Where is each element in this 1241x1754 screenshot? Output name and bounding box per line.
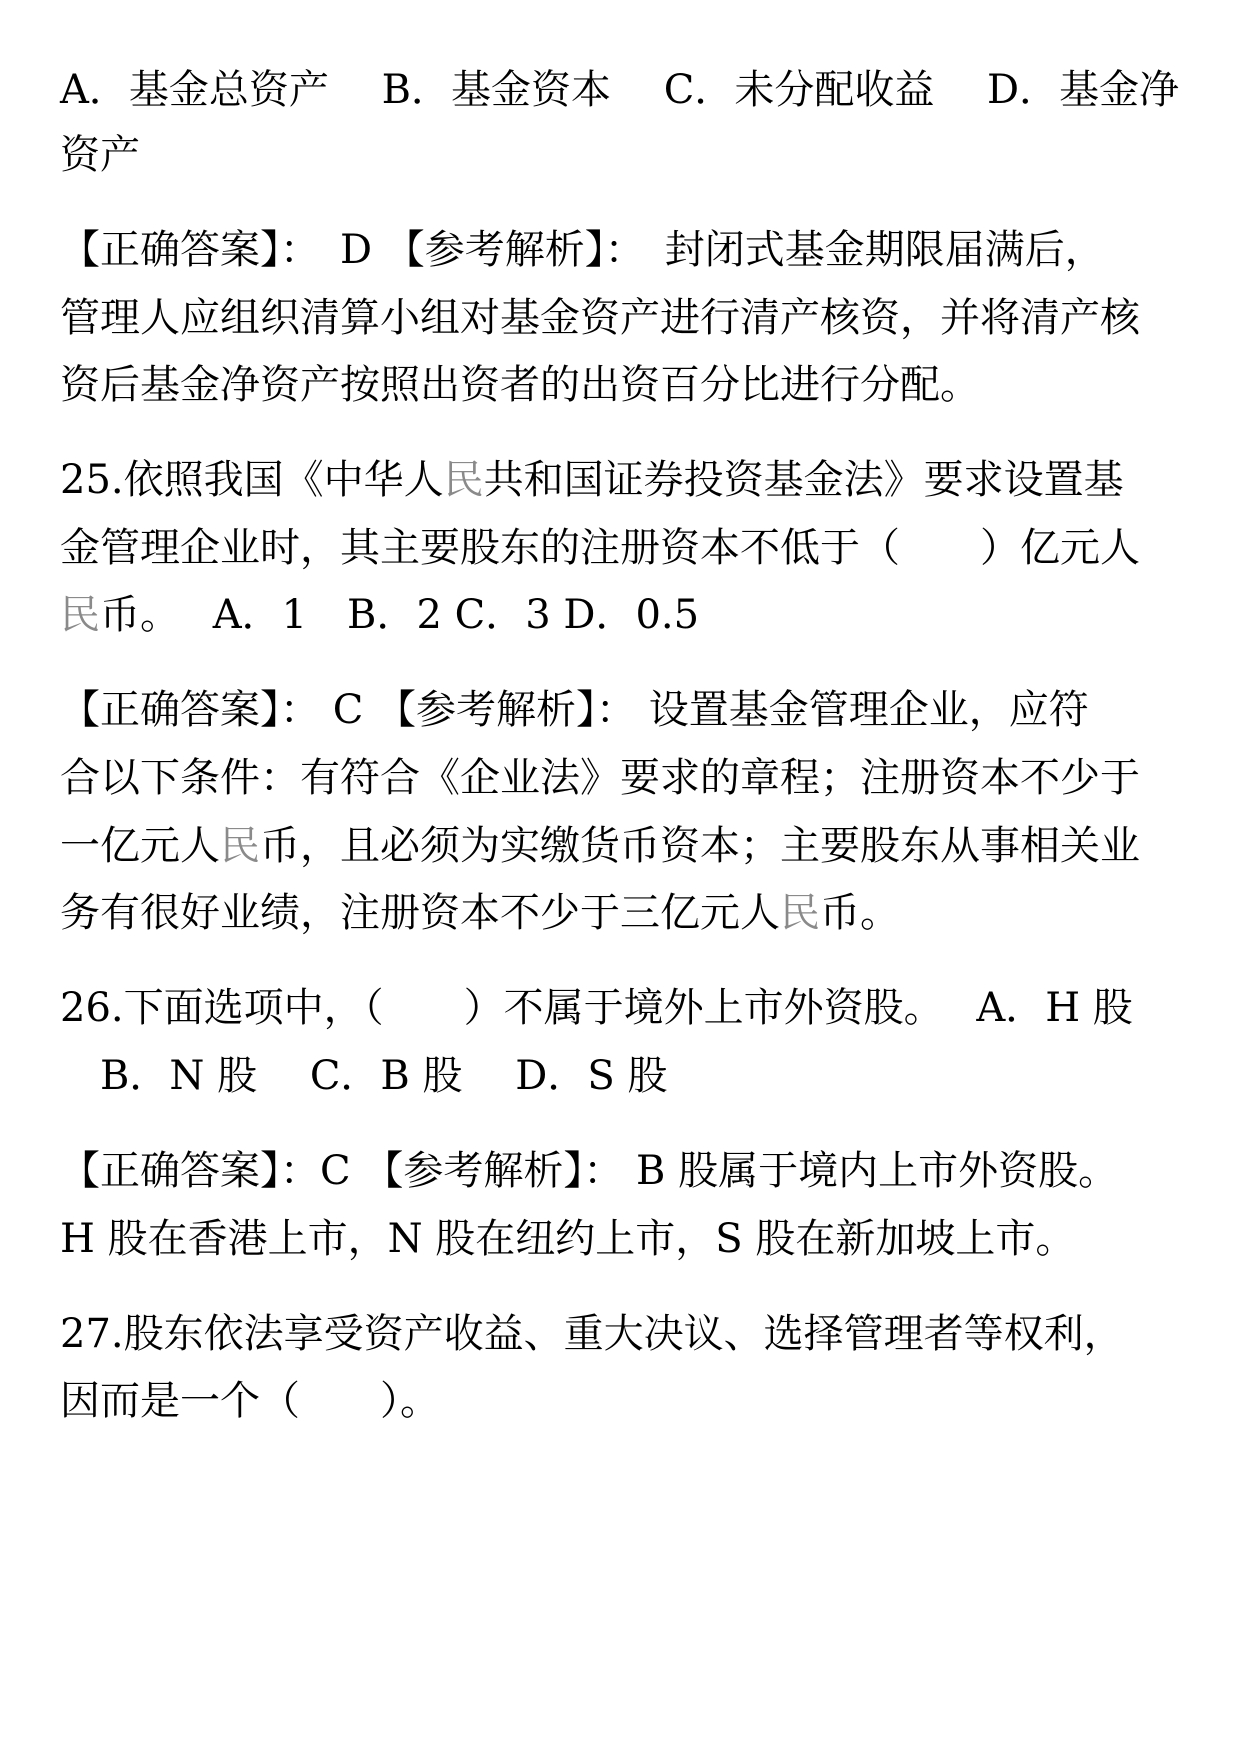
q26-line-2: B．N 股 C．B 股 D．S 股	[60, 1053, 668, 1099]
q25-text: 25.依照我国《中华人	[60, 457, 444, 503]
q27-line-1: 27.股东依法享受资产收益、重大决议、选择管理者等权利，	[60, 1311, 1124, 1357]
prev-question-options: A．基金总资产 B．基金资本 C．未分配收益 D．基金净	[60, 67, 1180, 113]
prev-answer-line-2: 管理人应组织清算小组对基金资产进行清产核资，并将清产核	[60, 295, 1140, 341]
answer-text: 币，且必须为实缴货币资本；主要股东从事相关业	[260, 823, 1140, 869]
answer-text: 务有很好业绩，注册资本不少于三亿元人	[60, 890, 780, 936]
highlighted-char: 民	[780, 890, 820, 936]
q26-line-1: 26.下面选项中，（ ）不属于境外上市外资股。 A．H 股	[60, 985, 1133, 1031]
answer-text: 币。	[820, 890, 900, 936]
prev-question-options-cont: 资产	[60, 132, 140, 178]
q26-answer-line-1: 【正确答案】：C 【参考解析】： B 股属于境内上市外资股。	[60, 1148, 1119, 1194]
prev-answer-line-1: 【正确答案】： D 【参考解析】： 封闭式基金期限届满后，	[60, 227, 1105, 273]
highlighted-char: 民	[220, 823, 260, 869]
answer-text: 一亿元人	[60, 823, 220, 869]
q25-line-3	[60, 590, 699, 640]
q25-options: 币。 A．1 B．2 C．3 D．0.5	[100, 592, 700, 638]
highlighted-char: 民	[60, 592, 100, 638]
q26-answer-line-2: H 股在香港上市，N 股在纽约上市，S 股在新加坡上市。	[60, 1216, 1076, 1262]
q27-line-2: 因而是一个（ ）。	[60, 1378, 440, 1424]
q25-answer-line-4	[60, 888, 900, 938]
q25-answer-line-2: 合以下条件：有符合《企业法》要求的章程；注册资本不少于	[60, 755, 1140, 801]
highlighted-char: 民	[443, 457, 484, 503]
q25-answer-line-3	[60, 821, 1140, 871]
q25-answer-line-1: 【正确答案】： C 【参考解析】： 设置基金管理企业，应符	[60, 687, 1089, 733]
q25-line-1	[60, 455, 1124, 505]
q25-line-2: 金管理企业时，其主要股东的注册资本不低于（ ）亿元人	[60, 525, 1140, 571]
q25-text: 共和国证券投资基金法》要求设置基	[483, 457, 1124, 503]
prev-answer-line-3: 资后基金净资产按照出资者的出资百分比进行分配。	[60, 362, 980, 408]
